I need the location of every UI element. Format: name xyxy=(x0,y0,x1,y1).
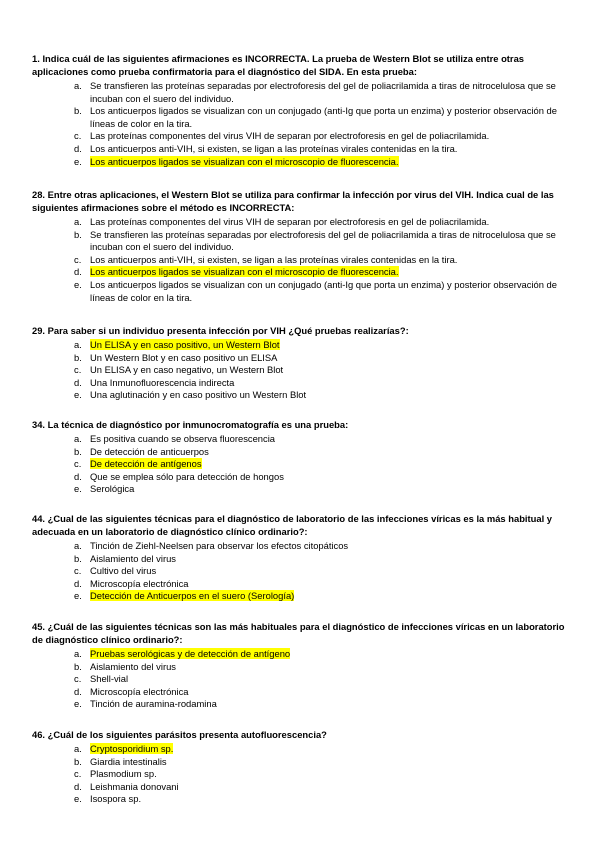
option-text: Que se emplea sólo para detección de hongos xyxy=(90,470,284,482)
option-b xyxy=(32,352,572,365)
option-c xyxy=(32,364,572,377)
option-letter: e. xyxy=(74,389,82,401)
option-text-highlighted: Detección de Anticuerpos en el suero (Serología) xyxy=(90,590,295,602)
option-letter: e. xyxy=(74,590,82,602)
option-letter: c. xyxy=(74,768,82,780)
option-letter: b. xyxy=(74,445,82,457)
option-text: Plasmodium sp. xyxy=(90,768,157,780)
option-text: Las proteínas componentes del virus VIH de separan por electroforesis en gel de poliacrilamida. xyxy=(90,130,490,142)
option-d xyxy=(32,578,572,591)
question-44 xyxy=(32,512,572,603)
option-text-highlighted: Los anticuerpos ligados se visualizan con el microscopio de fluorescencia. xyxy=(90,155,399,167)
option-list xyxy=(32,433,572,496)
option-letter: b. xyxy=(74,105,82,117)
option-text: Se transfieren las proteínas separadas por electroforesis del gel de poliacrilamida a tiras de nitrocelulosa que se incuban con el suero del individuo. xyxy=(90,80,556,104)
option-list xyxy=(32,339,572,402)
question-number: 28. xyxy=(32,189,46,200)
option-d xyxy=(32,686,572,699)
option-b xyxy=(32,661,572,674)
option-letter: d. xyxy=(74,577,82,589)
option-list xyxy=(32,216,572,304)
option-letter: c. xyxy=(74,364,82,376)
option-text: Es positiva cuando se observa fluorescencia xyxy=(90,433,276,444)
option-list xyxy=(32,648,572,711)
option-letter: c. xyxy=(74,673,82,685)
option-letter: a. xyxy=(74,433,82,444)
option-b xyxy=(32,446,572,459)
option-letter: b. xyxy=(74,351,82,363)
option-text: Una Inmunofluorescencia indirecta xyxy=(90,376,235,388)
option-letter: a. xyxy=(74,339,82,350)
question-number: 1. xyxy=(32,53,40,64)
question-28 xyxy=(32,188,572,304)
option-letter: a. xyxy=(74,743,82,754)
option-c xyxy=(32,130,572,143)
option-text-highlighted: Cryptosporidium sp. xyxy=(90,743,174,754)
option-letter: a. xyxy=(74,80,82,91)
option-letter: a. xyxy=(74,648,82,659)
option-e xyxy=(32,156,572,169)
option-letter: e. xyxy=(74,698,82,710)
option-letter: b. xyxy=(74,552,82,564)
option-a xyxy=(32,80,572,105)
question-title xyxy=(32,188,572,214)
option-list xyxy=(32,743,572,806)
option-b xyxy=(32,756,572,769)
option-letter: a. xyxy=(74,540,82,551)
option-e xyxy=(32,279,572,304)
question-text: Entre otras aplicaciones, el Western Blot se utiliza para confirmar la infección por virus del VIH. Indica cual de las siguientes afirmaciones sobre el método es INCORRECTA: xyxy=(32,189,554,213)
option-text: Aislamiento del virus xyxy=(90,552,176,564)
option-letter: c. xyxy=(74,565,82,577)
option-d xyxy=(32,377,572,390)
question-number: 46. xyxy=(32,729,46,740)
question-title xyxy=(32,418,572,431)
option-letter: b. xyxy=(74,228,82,240)
option-text: Microscopía electrónica xyxy=(90,577,189,589)
option-a xyxy=(32,540,572,553)
option-text: Los anticuerpos ligados se visualizan con un conjugado (anti-Ig que porta un enzima) y posterior observación de líneas de color en la tira. xyxy=(90,105,557,129)
option-text: Tinción de auramina-rodamina xyxy=(90,698,217,710)
option-letter: d. xyxy=(74,142,82,154)
question-text: La técnica de diagnóstico por inmunocromatografía es una prueba: xyxy=(47,419,349,430)
question-text: Indica cuál de las siguientes afirmaciones es INCORRECTA. La prueba de Western Blot se utiliza entre otras aplicaciones como prueba confirmatoria para el diagnóstico del SIDA. En esta prueba: xyxy=(32,53,524,77)
option-b xyxy=(32,553,572,566)
question-29 xyxy=(32,324,572,402)
option-text: Microscopía electrónica xyxy=(90,685,189,697)
option-list xyxy=(32,540,572,603)
option-e xyxy=(32,389,572,402)
option-a xyxy=(32,648,572,661)
option-text: Cultivo del virus xyxy=(90,565,157,577)
option-c xyxy=(32,254,572,267)
option-letter: b. xyxy=(74,755,82,767)
option-letter: d. xyxy=(74,780,82,792)
option-text-highlighted: De detección de antígenos xyxy=(90,458,202,470)
option-text: Se transfieren las proteínas separadas por electroforesis del gel de poliacrilamida a tiras de nitrocelulosa que se incuban con el suero del individuo. xyxy=(90,228,556,253)
question-title xyxy=(32,52,572,78)
option-letter: a. xyxy=(74,216,82,227)
option-letter: e. xyxy=(74,278,82,290)
option-d xyxy=(32,471,572,484)
option-b xyxy=(32,105,572,130)
option-e xyxy=(32,483,572,496)
option-text: Un Western Blot y en caso positivo un ELISA xyxy=(90,351,278,363)
option-c xyxy=(32,458,572,471)
option-text: Aislamiento del virus xyxy=(90,660,176,672)
option-text: Una aglutinación y en caso positivo un Western Blot xyxy=(90,389,307,401)
option-letter: d. xyxy=(74,376,82,388)
option-letter: d. xyxy=(74,266,82,278)
question-text: Para saber si un individuo presenta infección por VIH ¿Qué pruebas realizarías?: xyxy=(47,325,409,336)
option-text: De detección de anticuerpos xyxy=(90,445,209,457)
question-46 xyxy=(32,728,572,806)
option-e xyxy=(32,793,572,806)
option-text: Un ELISA y en caso negativo, un Western Blot xyxy=(90,364,284,376)
option-a xyxy=(32,216,572,229)
option-a xyxy=(32,743,572,756)
question-number: 45. xyxy=(32,621,46,632)
option-text: Shell-vial xyxy=(90,673,129,685)
question-34 xyxy=(32,418,572,496)
option-a xyxy=(32,433,572,446)
question-text: ¿Cuál de los siguientes parásitos presenta autofluorescencia? xyxy=(47,729,327,740)
question-text: ¿Cual de las siguientes técnicas para el diagnóstico de laboratorio de las infecciones víricas es la más habitual y adecuada en un laboratorio de diagnóstico clínico ordinario?: xyxy=(32,513,553,537)
option-c xyxy=(32,673,572,686)
question-title xyxy=(32,512,572,538)
question-number: 44. xyxy=(32,513,46,524)
option-text: Isospora sp. xyxy=(90,793,142,805)
question-number: 34. xyxy=(32,419,46,430)
option-text: Las proteínas componentes del virus VIH de separan por electroforesis en gel de poliacrilamida. xyxy=(90,216,490,227)
option-text: Leishmania donovani xyxy=(90,780,179,792)
option-text: Los anticuerpos anti-VIH, si existen, se ligan a las proteínas virales contenidas en la tira. xyxy=(90,142,458,154)
option-text: Los anticuerpos ligados se visualizan con un conjugado (anti-Ig que porta un enzima) y posterior observación de líneas de color en la tira. xyxy=(90,278,557,303)
option-c xyxy=(32,565,572,578)
question-1 xyxy=(32,52,572,168)
option-text-highlighted: Un ELISA y en caso positivo, un Western Blot xyxy=(90,339,280,350)
option-c xyxy=(32,768,572,781)
option-letter: e. xyxy=(74,793,82,805)
option-letter: c. xyxy=(74,458,82,470)
option-letter: b. xyxy=(74,660,82,672)
option-e xyxy=(32,698,572,711)
option-text: Serológica xyxy=(90,483,135,495)
option-text: Los anticuerpos anti-VIH, si existen, se ligan a las proteínas virales contenidas en la tira. xyxy=(90,253,458,265)
option-text-highlighted: Pruebas serológicas y de detección de antígeno xyxy=(90,648,291,659)
question-title xyxy=(32,620,572,646)
question-text: ¿Cuál de las siguientes técnicas son las más habituales para el diagnóstico de infecciones víricas en un laboratorio de diagnóstico clínico ordinario?: xyxy=(32,621,565,645)
question-title xyxy=(32,324,572,337)
question-title xyxy=(32,728,572,741)
option-letter: d. xyxy=(74,470,82,482)
option-letter: e. xyxy=(74,483,82,495)
option-d xyxy=(32,781,572,794)
option-list xyxy=(32,80,572,168)
question-number: 29. xyxy=(32,325,46,336)
option-letter: d. xyxy=(74,685,82,697)
option-text: Giardia intestinalis xyxy=(90,755,167,767)
option-b xyxy=(32,229,572,254)
option-d xyxy=(32,266,572,279)
option-letter: c. xyxy=(74,253,82,265)
option-letter: e. xyxy=(74,155,82,167)
option-d xyxy=(32,143,572,156)
option-text: Tinción de Ziehl-Neelsen para observar los efectos citopáticos xyxy=(90,540,349,551)
option-text-highlighted: Los anticuerpos ligados se visualizan con el microscopio de fluorescencia. xyxy=(90,266,399,278)
question-45 xyxy=(32,620,572,711)
option-letter: c. xyxy=(74,130,82,142)
option-e xyxy=(32,590,572,603)
option-a xyxy=(32,339,572,352)
